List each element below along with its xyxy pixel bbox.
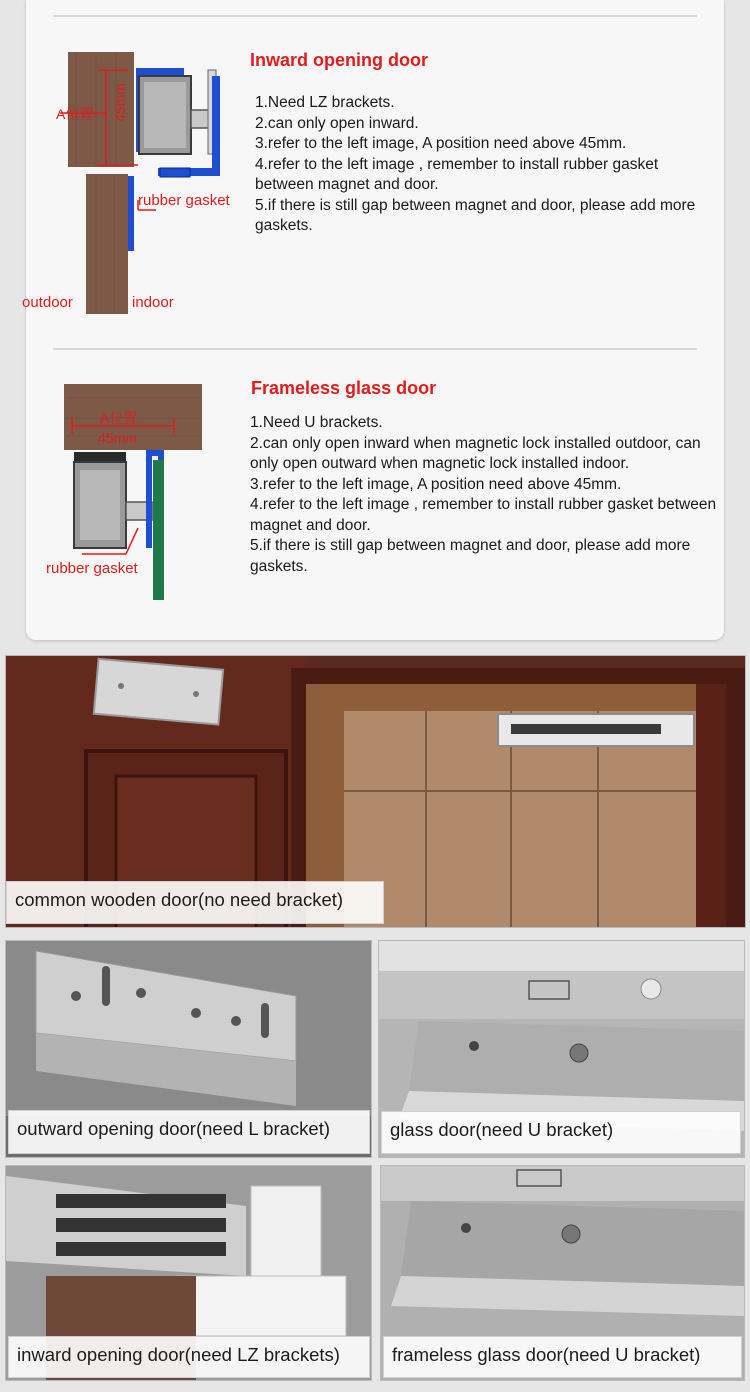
photo-caption: frameless glass door(need U bracket) <box>383 1336 742 1378</box>
frameless-step: 1.Need U brackets. <box>250 414 383 431</box>
inward-rubber-gasket-label: rubber gasket <box>138 192 230 209</box>
inward-a-position-label: A位置 <box>56 106 94 122</box>
wooden-door-photo <box>5 655 746 928</box>
inward-step: 3.refer to the left image, A position need above 45mm. <box>255 135 627 152</box>
frameless-step: 3.refer to the left image, A position need above 45mm. <box>250 475 622 493</box>
frameless-section-title: Frameless glass door <box>251 378 437 398</box>
frameless-door-photo <box>380 1165 745 1381</box>
outward-door-photo <box>5 940 372 1158</box>
photo-caption: outward opening door(need L bracket) <box>8 1110 370 1154</box>
inward-section-title: Inward opening door <box>250 50 428 70</box>
photo-caption: glass door(need U bracket) <box>381 1111 741 1154</box>
inward-steps-list <box>255 93 715 237</box>
indoor-label: indoor <box>132 294 174 311</box>
instruction-card <box>22 0 724 640</box>
inward-step: 1.Need LZ brackets. <box>255 94 395 111</box>
frameless-rubber-gasket-label: rubber gasket <box>46 560 138 577</box>
inward-dimension-label: 45mm <box>112 83 128 122</box>
glass-door-photo <box>378 940 745 1158</box>
outdoor-label: outdoor <box>22 294 73 311</box>
photo-caption: common wooden door(no need bracket) <box>6 881 384 924</box>
photo-caption: inward opening door(need LZ brackets) <box>8 1336 370 1378</box>
inward-door-diagram <box>26 40 256 330</box>
middle-divider <box>53 348 697 350</box>
frameless-dimension-label: 45mm <box>98 430 137 446</box>
frameless-steps-list <box>250 413 720 577</box>
frameless-a-position-label: A位置 <box>100 410 138 426</box>
inward-step: 5.if there is still gap between magnet and door, please add more gaskets. <box>255 196 696 234</box>
inward-step: 4.refer to the left image , remember to install rubber gasket between magnet and door. <box>255 155 659 193</box>
inward-step: 2.can only open inward. <box>255 114 419 132</box>
top-divider <box>53 15 697 17</box>
frameless-step: 5.if there is still gap between magnet and door, please add more gaskets. <box>250 537 691 575</box>
frameless-step: 4.refer to the left image , remember to install rubber gasket between magnet and door. <box>250 496 717 534</box>
frameless-step: 2.can only open inward when magnetic lock installed outdoor, can only open outward when magnetic lock installed indoor. <box>250 434 701 472</box>
inward-door-photo <box>5 1165 372 1381</box>
